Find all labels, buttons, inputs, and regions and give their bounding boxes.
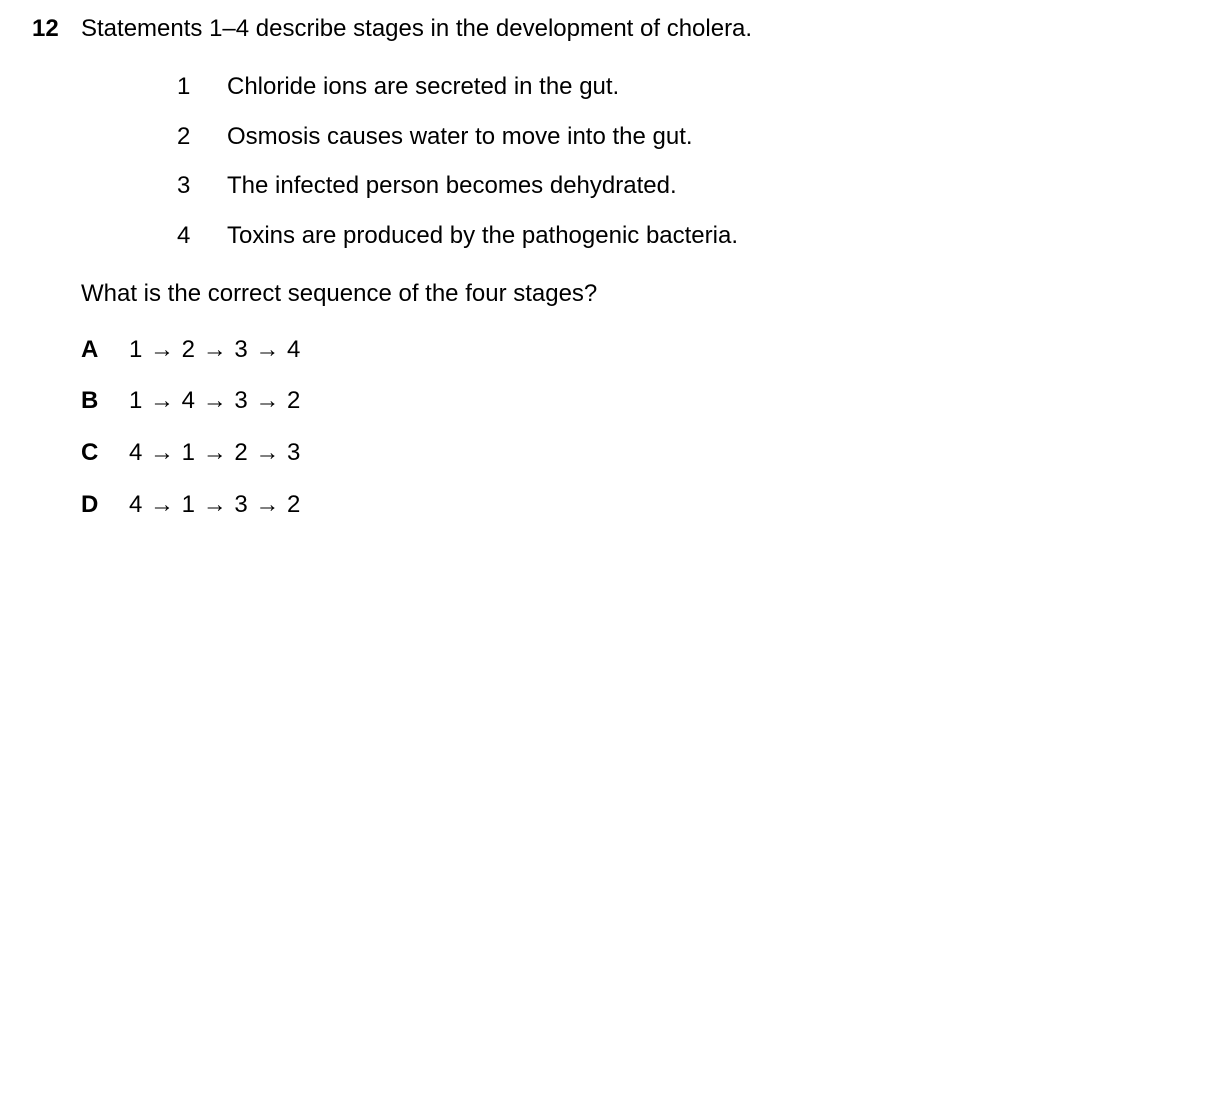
option-sequence: 4 → 1 → 3 → 2 [129,491,301,518]
question-number: 12 [32,15,59,42]
statement-number: 4 [177,222,191,249]
option-letter: A [81,336,99,363]
question-stem: Statements 1–4 describe stages in the development of cholera. [81,15,753,42]
statement-text: Toxins are produced by the pathogenic bacteria. [227,222,738,249]
question-prompt: What is the correct sequence of the four stages? [81,280,598,307]
option-sequence: 1 → 4 → 3 → 2 [129,387,301,414]
option-sequence: 1 → 2 → 3 → 4 [129,336,301,363]
statement-number: 1 [177,73,191,100]
option-letter: C [81,439,99,466]
statement-text: Chloride ions are secreted in the gut. [227,73,620,100]
statement-text: The infected person becomes dehydrated. [227,172,677,199]
option-sequence: 4 → 1 → 2 → 3 [129,439,301,466]
statement-text: Osmosis causes water to move into the gut. [227,123,693,150]
option-letter: B [81,387,99,414]
statement-number: 3 [177,172,191,199]
statement-number: 2 [177,123,191,150]
option-letter: D [81,491,99,518]
